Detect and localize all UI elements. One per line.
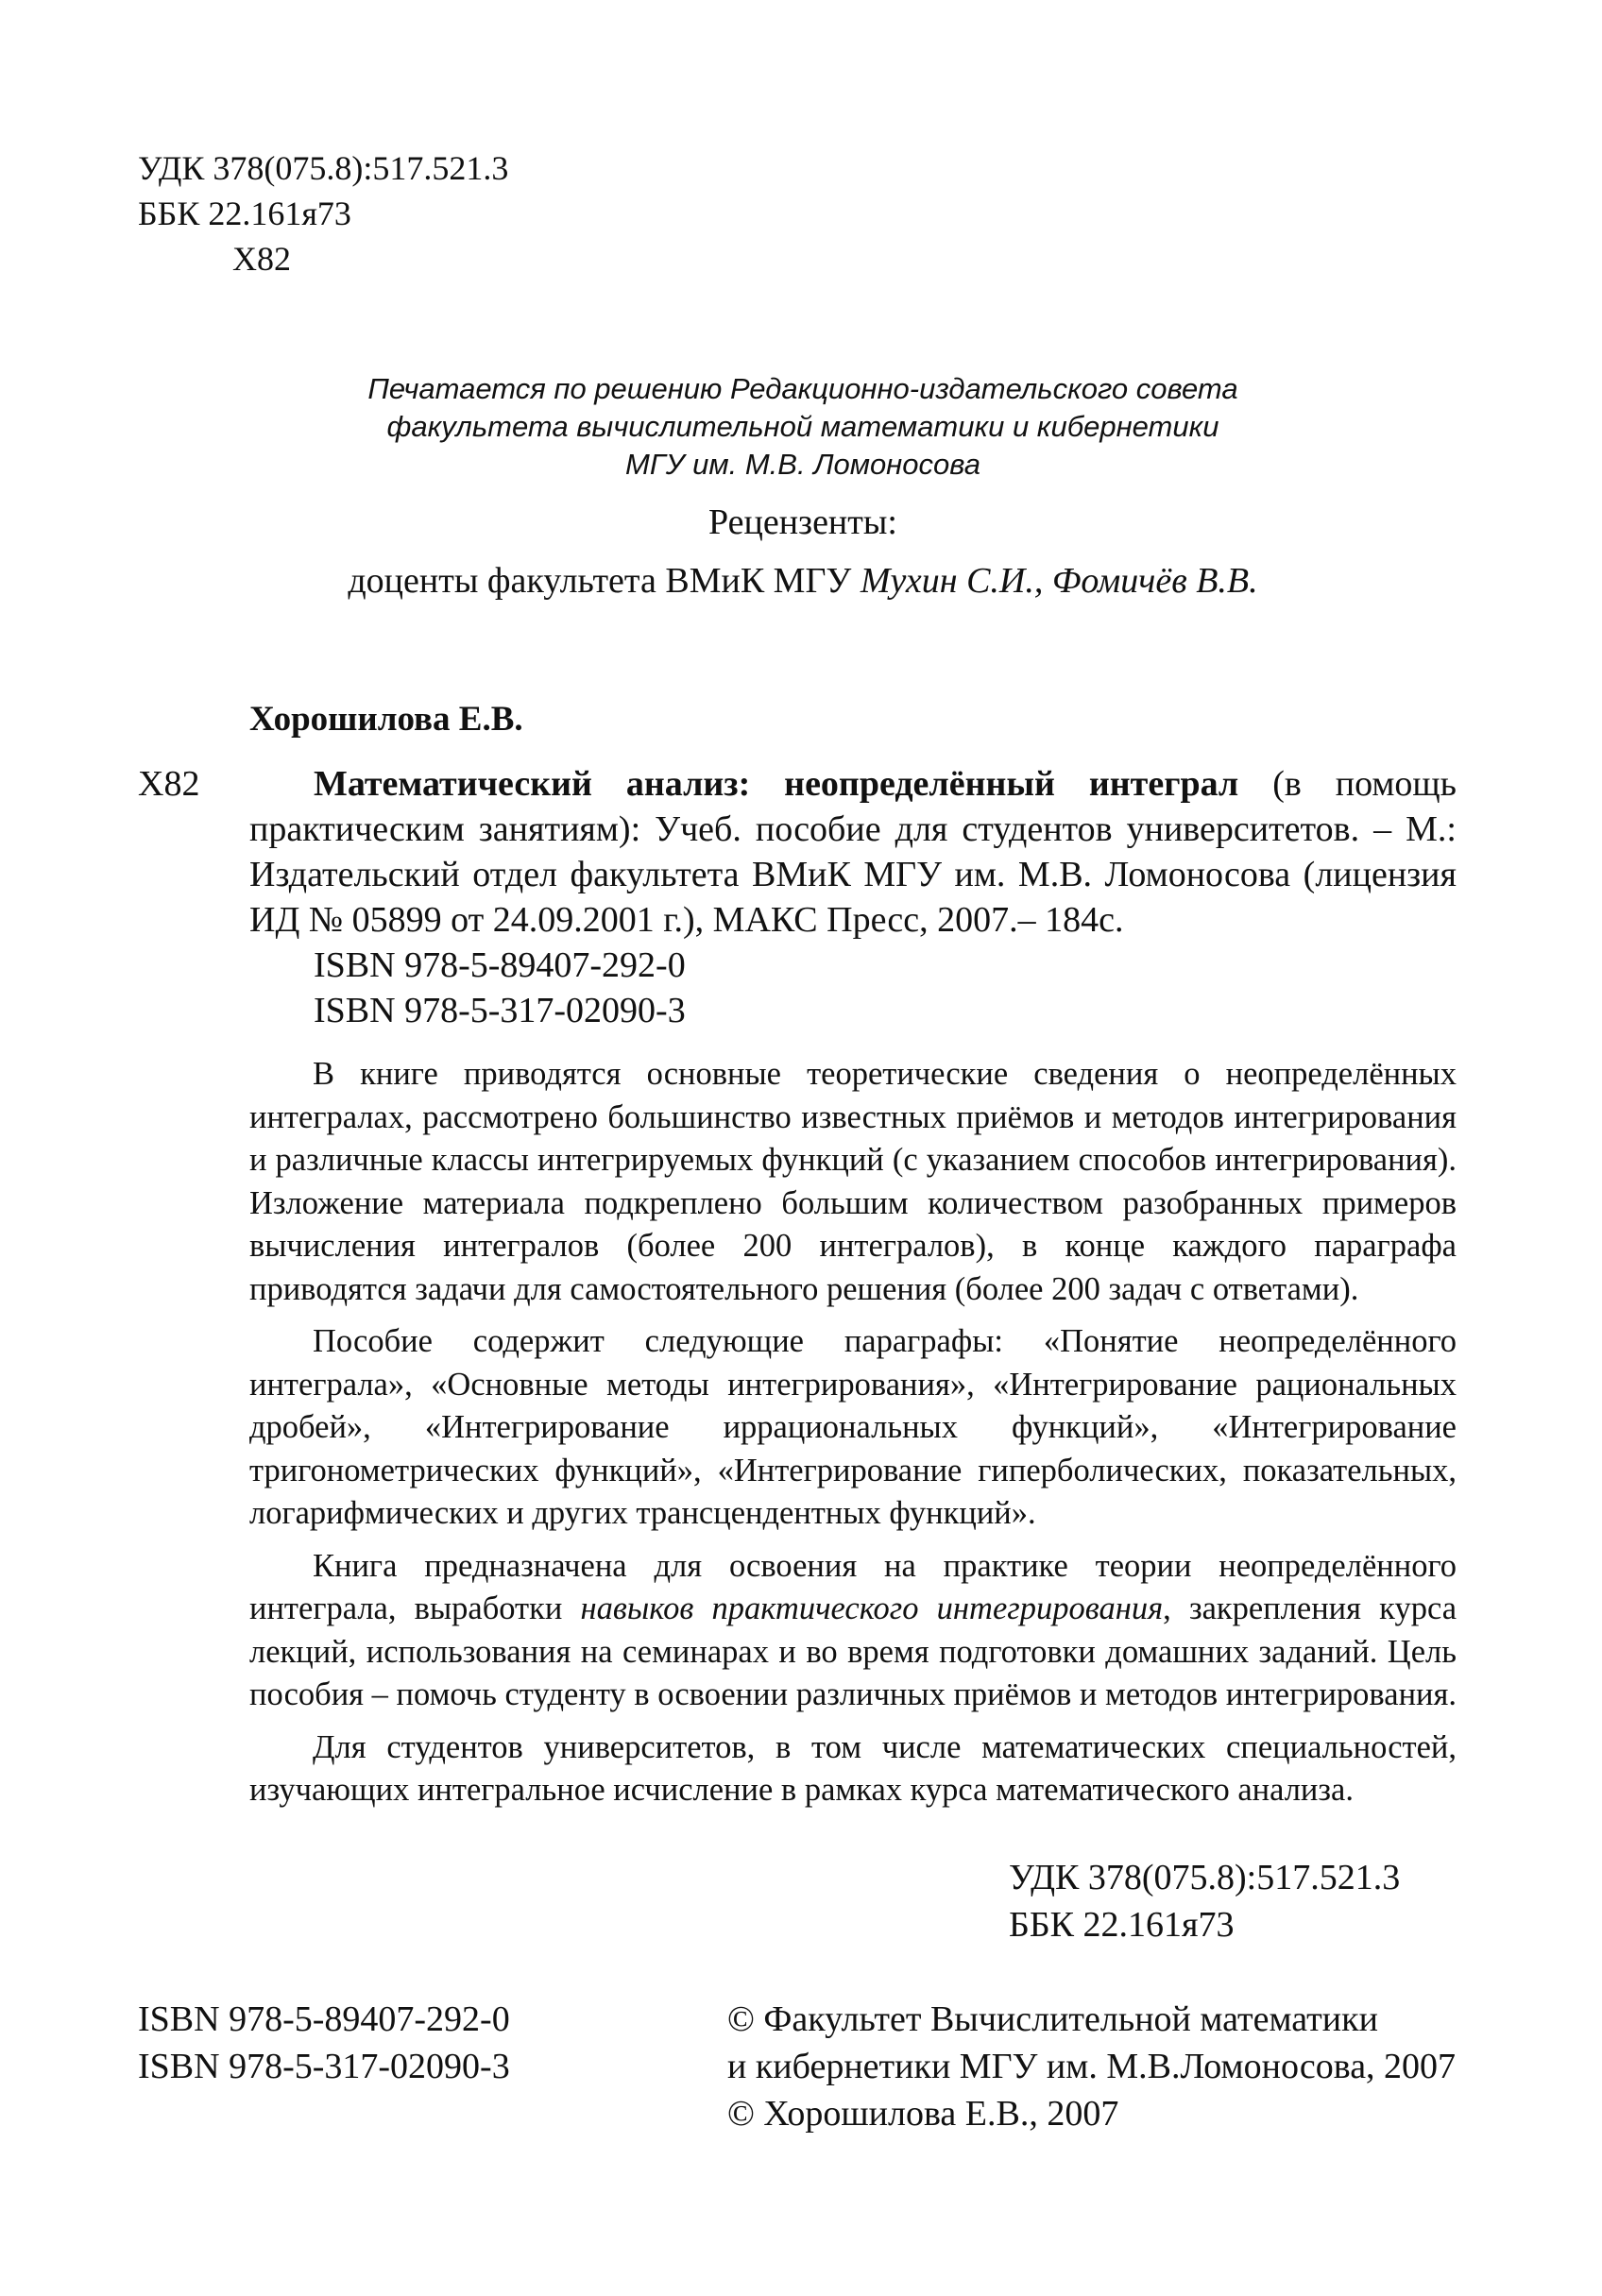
author-name: Хорошилова Е.В. <box>249 700 523 739</box>
footer-isbn-1: ISBN 978-5-89407-292-0 <box>138 1999 510 2039</box>
author-mark: Х82 <box>138 764 200 804</box>
isbn-line-2: ISBN 978-5-317-02090-3 <box>314 991 686 1030</box>
abstract-p3-start: Книга предназначена для освоения на практике теории неопределённого интеграла, выработки <box>249 1547 1457 1626</box>
copyright-faculty-line-2: и кибернетики МГУ им. М.В.Ломоносова, 2007 <box>727 2047 1457 2086</box>
isbn-line-1: ISBN 978-5-89407-292-0 <box>314 945 686 985</box>
bbk-code-top: ББК 22.161я73 <box>138 195 351 232</box>
abstract-paragraph-4: Для студентов университетов, в том числе математических специальностей, изучающих интегральное исчисление в рамках курса математического анализа. <box>249 1728 1457 1808</box>
imprint-line-2: факультета вычислительной математики и кибернетики <box>386 410 1219 443</box>
imprint-line-3: МГУ им. М.В. Ломоносова <box>625 448 980 481</box>
footer-isbn-2: ISBN 978-5-317-02090-3 <box>138 2047 510 2086</box>
bbk-code-bottom: ББК 22.161я73 <box>1009 1905 1235 1945</box>
abstract-p3-end: , закрепления курса лекций, использования на семинарах и во время подготовки домашних заданий. Цель пособия – помочь студенту в освоении различных приёмов и методов интегрирования. <box>249 1590 1457 1712</box>
abstract-p3-emphasis: навыков практического интегрирования <box>580 1590 1164 1626</box>
abstract <box>249 1053 1457 1822</box>
reviewers-prefix: доценты факультета ВМиК МГУ <box>348 561 861 601</box>
reviewers-names: Мухин С.И., Фомичёв В.В. <box>860 561 1258 601</box>
bibliographic-text <box>249 761 1457 943</box>
udk-code-top: УДК 378(075.8):517.521.3 <box>138 149 509 187</box>
bibliographic-description <box>249 761 1457 1033</box>
abstract-paragraph-2: Пособие содержит следующие параграфы: «Понятие неопределённого интеграла», «Основные методы интегрирования», «Интегрирование рациональных дробей», «Интегрирование иррациональных функций», «Интегрирование тригонометрических функций», «Интегрирование гиперболических, показательных, логарифмических и других трансцендентных функций». <box>249 1323 1457 1531</box>
imprint-statement <box>170 370 1436 484</box>
reviewers-line <box>170 559 1436 604</box>
reviewers-heading: Рецензенты: <box>708 502 897 542</box>
copyright-author: © Хорошилова Е.В., 2007 <box>727 2094 1119 2134</box>
imprint-line-1: Печатается по решению Редакционно-издательского совета <box>367 372 1238 405</box>
copyright-faculty-line-1: © Факультет Вычислительной математики <box>727 1999 1378 2039</box>
abstract-paragraph-1: В книге приводятся основные теоретические сведения о неопределённых интегралах, рассмотрено большинство известных приёмов и методов интегрирования и различные классы интегрируемых функций (с указанием способов интегрирования). Изложение материала подкреплено большим количеством разобранных примеров вычисления интегралов (более 200 интегралов), в конце каждого параграфа приводятся задачи для самостоятельного решения (более 200 задач с ответами). <box>249 1056 1457 1307</box>
udk-code-bottom: УДК 378(075.8):517.521.3 <box>1009 1858 1401 1897</box>
abstract-paragraph-3 <box>249 1545 1457 1717</box>
book-title: Математический анализ: неопределённый интеграл <box>314 764 1239 804</box>
book-description: (в помощь практическим занятиям): Учеб. пособие для студентов университетов. – М.: Издательский отдел факультета ВМиК МГУ им. М.В. Ломоносова (лицензия ИД № 05899 от 24.09.2001 г.), МАКС Пресс, 2007.– 184с. <box>249 764 1457 940</box>
author-mark-top: Х82 <box>232 240 291 278</box>
